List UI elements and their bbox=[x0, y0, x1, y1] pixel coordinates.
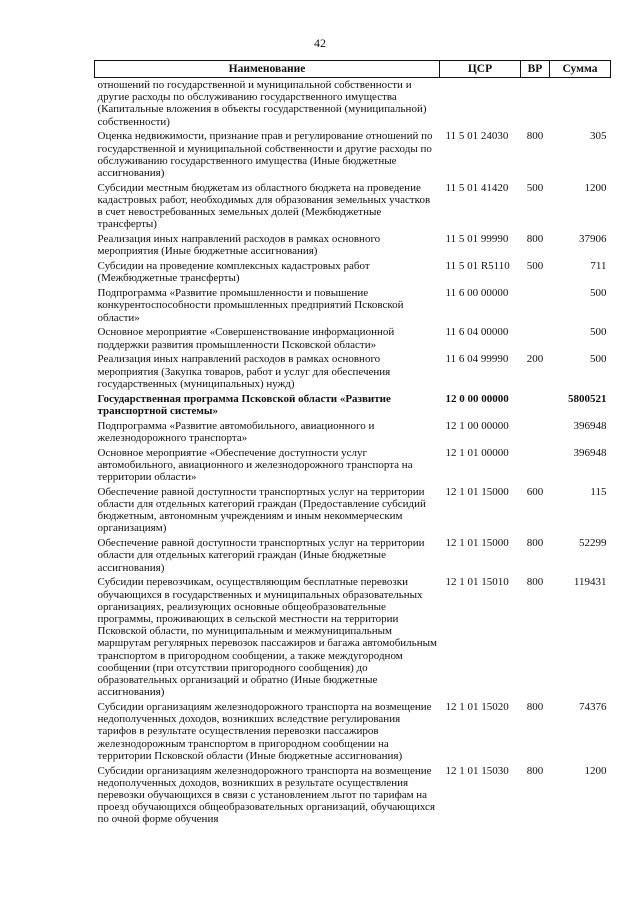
row-csr: 11 5 01 24030 bbox=[445, 130, 509, 143]
row-sum: 500 bbox=[590, 353, 607, 366]
header-name: Наименование bbox=[95, 61, 440, 78]
table-row bbox=[95, 129, 611, 180]
row-vr: 200 bbox=[526, 353, 544, 366]
table-row bbox=[95, 286, 611, 325]
table-row bbox=[95, 446, 611, 485]
row-csr: 12 1 01 15020 bbox=[445, 701, 509, 714]
row-name: Субсидии местным бюджетам из областного бюджета на проведение кадастровых работ, необходимых для образования земельных участков в счет невостребованных земельных долей (Межбюджетные трансферты) bbox=[97, 181, 431, 231]
row-sum: 305 bbox=[590, 130, 607, 143]
header-csr: ЦСР bbox=[440, 61, 521, 78]
header-sum: Сумма bbox=[550, 61, 611, 78]
row-name: Субсидии перевозчикам, осуществляющим бесплатные перевозки обучающихся в государственных и муниципальных образовательных организациях, реализующих основные общеобразовательные программы, проживающих в сельской местности на территории Псковской области, по муниципальным и межмуниципальным маршрутам регулярных перевозок пассажиров и багажа автомобильным транспортом в пригородном сообщении, а также междугородном сообщении (при отсутствии пригородного сообщения) до образовательных организаций и обратно (Иные бюджетные ассигнования) bbox=[97, 576, 437, 699]
row-csr: 12 1 00 00000 bbox=[445, 419, 509, 432]
row-csr: 12 1 01 15000 bbox=[445, 485, 509, 498]
table-row bbox=[95, 181, 611, 232]
page-number: 42 bbox=[314, 36, 326, 50]
row-csr: 11 6 04 00000 bbox=[445, 326, 509, 339]
table-row bbox=[95, 419, 611, 446]
row-name: Подпрограмма «Развитие автомобильного, авиационного и железнодорожного транспорта» bbox=[97, 419, 375, 444]
row-sum: 500 bbox=[590, 326, 607, 339]
table-row bbox=[95, 352, 611, 391]
row-name: Обеспечение равной доступности транспортных услуг на территории области для отдельных категорий граждан (Иные бюджетные ассигнования) bbox=[97, 537, 425, 574]
row-name: Государственная программа Псковской области «Развитие транспортной системы» bbox=[97, 392, 391, 417]
row-name: Оценка недвижимости, признание прав и регулирование отношений по государственной и муниципальной собственности и другие расходы по обслуживанию государственного имущества (Иные бюджетные ассигнования) bbox=[97, 130, 433, 180]
row-csr: 12 1 01 00000 bbox=[445, 446, 509, 459]
row-vr bbox=[521, 446, 550, 485]
row-vr: 500 bbox=[526, 260, 544, 273]
row-name: Подпрограмма «Развитие промышленности и повышение конкурентоспособности промышленных предприятий Псковской области» bbox=[97, 287, 404, 324]
row-csr: 11 5 01 41420 bbox=[445, 181, 509, 194]
row-name: Обеспечение равной доступности транспортных услуг на территории области для отдельных категорий граждан (Предоставление субсидий бюджетным, автономным учреждениям и иным некоммерческим организациям) bbox=[97, 485, 426, 535]
row-sum: 74376 bbox=[579, 701, 607, 714]
row-vr: 800 bbox=[526, 233, 544, 246]
table-row bbox=[95, 392, 611, 419]
row-sum: 52299 bbox=[579, 537, 607, 550]
row-csr: 11 6 04 99990 bbox=[445, 353, 509, 366]
row-csr: 12 1 01 15030 bbox=[445, 764, 509, 777]
row-sum: 5800521 bbox=[568, 392, 607, 405]
header-vr: ВР bbox=[521, 61, 550, 78]
row-sum: 396948 bbox=[573, 419, 607, 432]
row-sum: 1200 bbox=[584, 181, 607, 194]
table-row bbox=[95, 575, 611, 700]
row-name: Реализация иных направлений расходов в рамках основного мероприятия (Закупка товаров, работ и услуг для обеспечения государственных (муниципальных) нужд) bbox=[97, 353, 391, 390]
table-row bbox=[95, 700, 611, 764]
table-body bbox=[95, 78, 611, 828]
row-name: Субсидии на проведение комплексных кадастровых работ (Межбюджетные трансферты) bbox=[97, 260, 370, 285]
table-row bbox=[95, 78, 611, 130]
table-row bbox=[95, 536, 611, 575]
row-name: Субсидии организациям железнодорожного транспорта на возмещение недополученных доходов, возникших вследствие регулирования тарифов в результате осуществления перевозки пассажиров железнодорожным транспортом в пригородном сообщении на территории Псковской области (Иные бюджетные ассигнования) bbox=[97, 701, 432, 762]
row-vr: 600 bbox=[526, 485, 544, 498]
row-sum: 119431 bbox=[573, 576, 607, 589]
row-vr bbox=[521, 325, 550, 352]
row-csr: 11 5 01 R5110 bbox=[445, 260, 510, 273]
table-row bbox=[95, 325, 611, 352]
row-vr: 800 bbox=[526, 764, 544, 777]
row-vr: 800 bbox=[526, 576, 544, 589]
row-sum: 115 bbox=[590, 485, 607, 498]
row-csr: 12 1 01 15000 bbox=[445, 537, 509, 550]
row-vr bbox=[521, 286, 550, 325]
table-row bbox=[95, 764, 611, 828]
row-sum: 711 bbox=[590, 260, 607, 273]
row-sum: 396948 bbox=[573, 446, 607, 459]
row-csr: 12 0 00 00000 bbox=[445, 392, 509, 405]
row-vr bbox=[521, 392, 550, 419]
row-name: Субсидии организациям железнодорожного транспорта на возмещение недополученных доходов, возникших в результате осуществления перевозки обучающихся в связи с установлением льгот по тарифам на проезд обучающихся общеобразовательных организаций, обучающихся по очной форме обучения bbox=[97, 764, 435, 826]
row-vr bbox=[521, 419, 550, 446]
row-vr: 800 bbox=[526, 701, 544, 714]
row-vr: 500 bbox=[526, 181, 544, 194]
budget-table bbox=[94, 60, 611, 827]
row-name: Основное мероприятие «Обеспечение доступности услуг автомобильного, авиационного и железнодорожного транспорта на территории области» bbox=[97, 446, 413, 484]
table-row bbox=[95, 259, 611, 286]
row-vr: 800 bbox=[526, 130, 544, 143]
row-csr: 12 1 01 15010 bbox=[445, 576, 509, 589]
row-sum: 37906 bbox=[579, 233, 607, 246]
table-row bbox=[95, 232, 611, 259]
table-header-row bbox=[95, 61, 611, 78]
row-name: Основное мероприятие «Совершенствование информационной поддержки развития промышленности Псковской области» bbox=[97, 326, 395, 351]
row-name: Реализация иных направлений расходов в рамках основного мероприятия (Иные бюджетные ассигнования) bbox=[97, 233, 381, 258]
row-sum: 1200 bbox=[584, 764, 607, 777]
row-vr: 800 bbox=[526, 537, 544, 550]
row-vr bbox=[521, 78, 550, 130]
row-csr: 11 5 01 99990 bbox=[445, 233, 509, 246]
row-sum bbox=[550, 78, 611, 130]
row-sum: 500 bbox=[590, 287, 607, 300]
row-name: отношений по государственной и муниципальной собственности и другие расходы по обслуживанию государственного имущества (Капитальные вложения в объекты государственной (муниципальной) собственности) bbox=[97, 79, 427, 128]
table-row bbox=[95, 485, 611, 536]
row-csr: 11 6 00 00000 bbox=[445, 287, 509, 300]
row-csr bbox=[440, 78, 521, 130]
